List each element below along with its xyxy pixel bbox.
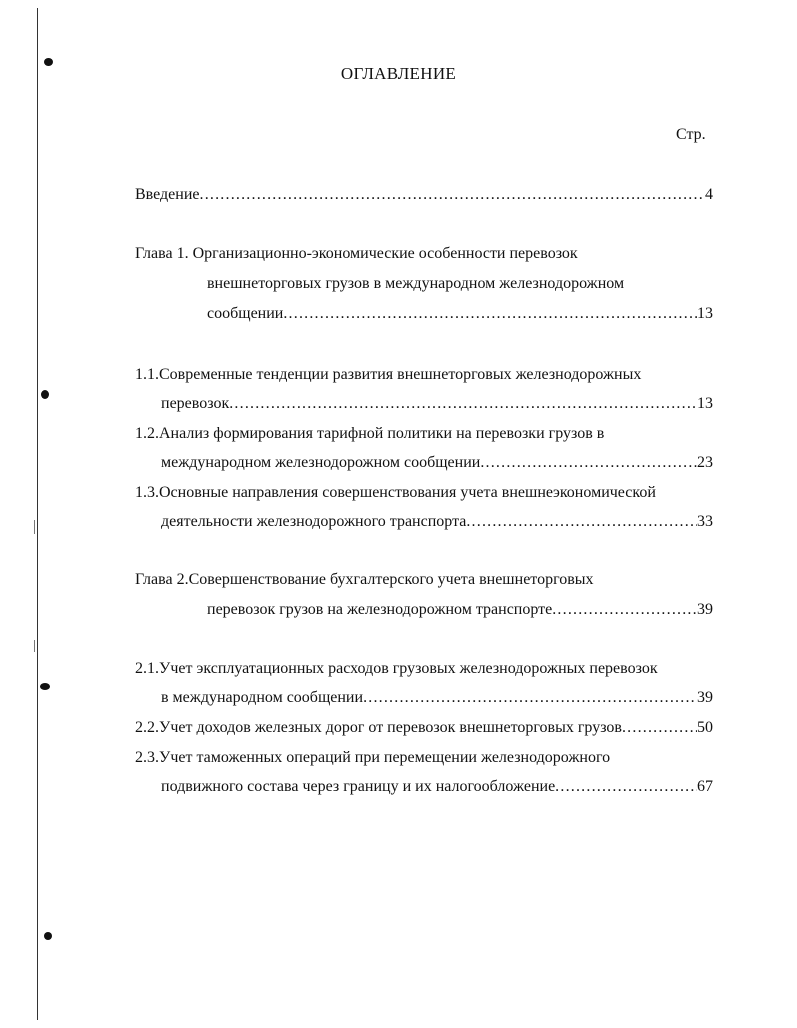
toc-page-number: 13: [697, 305, 713, 322]
toc-entry-label: 2.2.Учет доходов железных дорог от перевозок внешнеторговых грузов: [135, 719, 622, 736]
toc-entry-label: международном железнодорожном сообщении: [161, 454, 481, 471]
toc-chapter-2-line-2[interactable]: [207, 600, 713, 620]
leader-dots: [622, 718, 697, 738]
toc-entry-label: сообщении: [207, 305, 284, 322]
toc-page-number: 39: [697, 689, 713, 706]
toc-entry-label: деятельности железнодорожного транспорта: [161, 513, 467, 530]
binding-edge-line: [37, 8, 38, 1020]
leader-dots: [229, 394, 697, 414]
scan-speck: [34, 520, 35, 534]
toc-page-number: 39: [697, 601, 713, 618]
toc-page-number: 13: [697, 395, 713, 412]
toc-section-2-1-line-1[interactable]: 2.1.Учет эксплуатационных расходов грузовых железнодорожных перевозок: [135, 660, 658, 677]
leader-dots: [283, 304, 697, 324]
scan-mark: [41, 390, 49, 399]
page-title: ОГЛАВЛЕНИЕ: [340, 64, 457, 83]
toc-section-2-2[interactable]: [135, 718, 713, 738]
toc-chapter-2-line-1[interactable]: Глава 2.Совершенствование бухгалтерского учета внешнеторговых: [135, 571, 594, 588]
leader-dots: [200, 185, 706, 205]
toc-chapter-1-line-2[interactable]: внешнеторговых грузов в международном железнодорожном: [207, 275, 625, 292]
toc-section-2-1-line-2[interactable]: [161, 688, 713, 708]
toc-section-1-3-line-2[interactable]: [161, 512, 713, 532]
toc-page-number: 23: [697, 454, 713, 471]
toc-page-number: 50: [697, 719, 713, 736]
toc-section-1-3-line-1[interactable]: 1.3.Основные направления совершенствования учета внешнеэкономической: [135, 484, 656, 501]
toc-section-1-2-line-1[interactable]: 1.2.Анализ формирования тарифной политики на перевозки грузов в: [135, 425, 605, 442]
toc-entry-label: подвижного состава через границу и их налогообложение: [161, 778, 556, 795]
toc-page-number: 4: [705, 186, 713, 203]
toc-entry-label: перевозок грузов на железнодорожном транспорте: [207, 601, 553, 618]
toc-chapter-1-line-1[interactable]: Глава 1. Организационно-экономические особенности перевозок: [135, 245, 578, 262]
scan-mark: [44, 932, 52, 940]
toc-section-1-1-line-1[interactable]: 1.1.Современные тенденции развития внешнеторговых железнодорожных: [135, 366, 642, 383]
toc-entry-label: перевозок: [161, 395, 230, 412]
page-column-header: Стр.: [676, 126, 706, 143]
leader-dots: [552, 600, 697, 620]
toc-entry-label: в международном сообщении: [161, 689, 364, 706]
scan-speck: [34, 640, 35, 652]
scan-mark: [40, 683, 50, 690]
toc-page-number: 33: [697, 513, 713, 530]
toc-chapter-1-line-3[interactable]: [207, 304, 713, 324]
toc-section-1-2-line-2[interactable]: [161, 453, 713, 473]
toc-entry-intro[interactable]: [135, 185, 713, 205]
toc-section-2-3-line-2[interactable]: [161, 777, 713, 797]
leader-dots: [480, 453, 697, 473]
leader-dots: [363, 688, 697, 708]
toc-entry-label: Введение: [135, 186, 200, 203]
leader-dots: [466, 512, 697, 532]
toc-page-number: 67: [697, 778, 713, 795]
toc-section-2-3-line-1[interactable]: 2.3.Учет таможенных операций при перемещении железнодорожного: [135, 749, 611, 766]
leader-dots: [555, 777, 697, 797]
toc-section-1-1-line-2[interactable]: [161, 394, 713, 414]
